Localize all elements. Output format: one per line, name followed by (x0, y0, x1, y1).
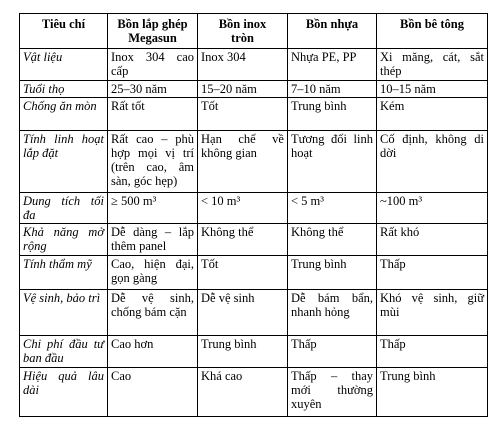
inox-cell: Dễ vệ sinh (198, 290, 288, 336)
table-row (20, 193, 488, 224)
table-row (20, 368, 488, 417)
table-row (20, 224, 488, 256)
megasun-cell: Cao hơn (108, 336, 198, 368)
header-concrete-tank: Bồn bê tông (377, 14, 488, 49)
concrete-cell: Thấp (377, 256, 488, 290)
plastic-cell: Thấp (288, 336, 377, 368)
inox-cell: Trung bình (198, 336, 288, 368)
megasun-cell: Rất cao – phù hợp mọi vị trí (trên cao, âm sàn, góc hẹp) (108, 131, 198, 193)
concrete-cell: Xi măng, cát, sắt thép (377, 49, 488, 81)
criteria-cell: Tính thẩm mỹ (20, 256, 108, 290)
comparison-table (19, 13, 488, 417)
header-row (20, 14, 488, 49)
table-row (20, 49, 488, 81)
criteria-cell: Tuổi thọ (20, 81, 108, 98)
concrete-cell: Khó vệ sinh, giữ mùi (377, 290, 488, 336)
concrete-cell: Kém (377, 98, 488, 131)
criteria-cell: Dung tích tối đa (20, 193, 108, 224)
plastic-cell: Dễ bám bẩn, nhanh hỏng (288, 290, 377, 336)
criteria-cell: Tính linh hoạt lắp đặt (20, 131, 108, 193)
megasun-cell: Dễ dàng – lắp thêm panel (108, 224, 198, 256)
megasun-cell: Cao (108, 368, 198, 417)
criteria-cell: Hiệu quả lâu dài (20, 368, 108, 417)
megasun-cell: Inox 304 cao cấp (108, 49, 198, 81)
header-plastic-tank: Bồn nhựa (288, 14, 377, 49)
inox-cell: Hạn chế về không gian (198, 131, 288, 193)
megasun-cell: Dễ vệ sinh, chống bám cặn (108, 290, 198, 336)
inox-cell: Khá cao (198, 368, 288, 417)
inox-cell: Inox 304 (198, 49, 288, 81)
plastic-cell: Không thể (288, 224, 377, 256)
concrete-cell: Rất khó (377, 224, 488, 256)
table-row (20, 81, 488, 98)
plastic-cell: Thấp – thay mới thường xuyên (288, 368, 377, 417)
table-row (20, 336, 488, 368)
concrete-cell: ~100 m³ (377, 193, 488, 224)
megasun-cell: Rất tốt (108, 98, 198, 131)
plastic-cell: Trung bình (288, 98, 377, 131)
inox-cell: Tốt (198, 256, 288, 290)
megasun-cell: ≥ 500 m³ (108, 193, 198, 224)
plastic-cell: Trung bình (288, 256, 377, 290)
megasun-cell: Cao, hiện đại, gọn gàng (108, 256, 198, 290)
header-criteria: Tiêu chí (20, 14, 108, 49)
concrete-cell: Cố định, không di dời (377, 131, 488, 193)
header-round-inox-tank: Bồn inox tròn (198, 14, 288, 49)
concrete-cell: Thấp (377, 336, 488, 368)
inox-cell: 15–20 năm (198, 81, 288, 98)
table-row (20, 98, 488, 131)
megasun-cell: 25–30 năm (108, 81, 198, 98)
plastic-cell: Tương đối linh hoạt (288, 131, 377, 193)
criteria-cell: Vệ sinh, bảo trì (20, 290, 108, 336)
criteria-cell: Chống ăn mòn (20, 98, 108, 131)
concrete-cell: 10–15 năm (377, 81, 488, 98)
plastic-cell: 7–10 năm (288, 81, 377, 98)
inox-cell: Không thể (198, 224, 288, 256)
table-row (20, 290, 488, 336)
criteria-cell: Chi phí đầu tư ban đầu (20, 336, 108, 368)
concrete-cell: Trung bình (377, 368, 488, 417)
header-megasun-tank: Bồn lắp ghép Megasun (108, 14, 198, 49)
table-header (20, 14, 488, 49)
table-row (20, 131, 488, 193)
plastic-cell: < 5 m³ (288, 193, 377, 224)
criteria-cell: Vật liệu (20, 49, 108, 81)
criteria-cell: Khả năng mở rộng (20, 224, 108, 256)
inox-cell: Tốt (198, 98, 288, 131)
inox-cell: < 10 m³ (198, 193, 288, 224)
plastic-cell: Nhựa PE, PP (288, 49, 377, 81)
table-body (20, 49, 488, 417)
table-row (20, 256, 488, 290)
